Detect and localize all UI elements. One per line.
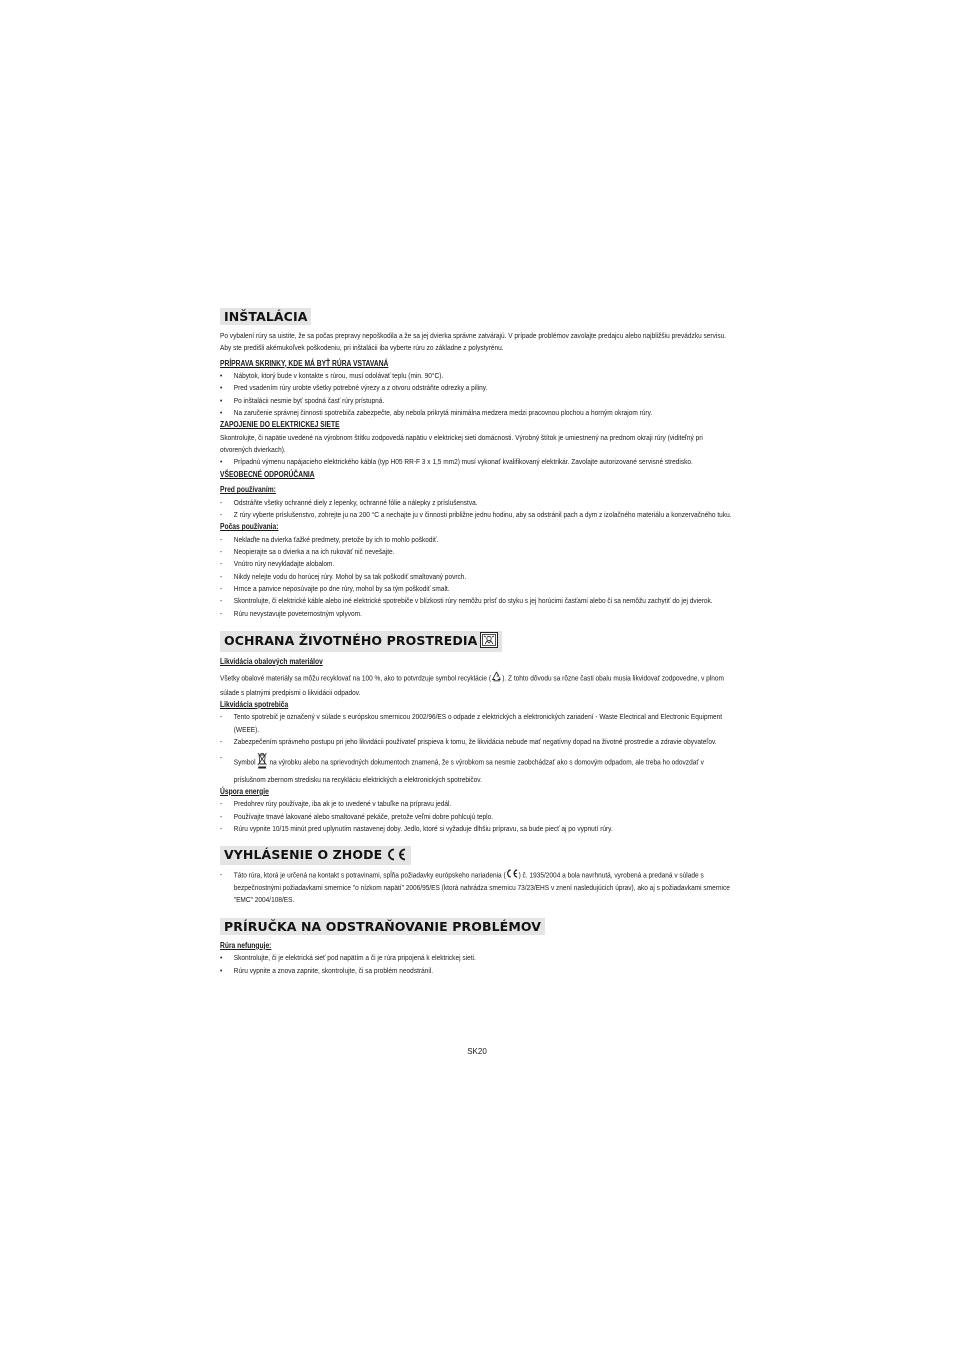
list-item: • Nábytok, ktorý bude v kontakte s rúrou, musí odolávať teplu (min. 90°C). (220, 371, 444, 381)
cabinet-heading: PRÍPRAVA SKRINKY, KDE MÁ BYŤ RÚRA VSTAVANÁ (220, 358, 389, 368)
list-item: - Vnútro rúry nevykladajte alobalom. (220, 559, 335, 569)
declaration-list (220, 869, 735, 907)
section-title-environment (220, 631, 502, 652)
before-use-list (220, 497, 735, 522)
list-item: - Rúru vypnite 10/15 minút pred uplynutím nastavenej doby. Jedlo, ktoré si vyžaduje dlhšiu prípravu, sa bude piecť aj po vypnutí rúry. (220, 824, 613, 834)
troubleshooting-body (220, 940, 735, 977)
section-title-installation: INŠTALÁCIA (220, 308, 311, 325)
manual-page-content (220, 306, 736, 977)
environment-icon (480, 632, 498, 651)
list-item: • Rúru vypnite a znova zapnite, skontrolujte, či sa problém neodstránil. (220, 965, 434, 975)
list-item: - Zabezpečením správneho postupu pri jeho likvidácii používateľ prispieva k tomu, že likvidácia nebude mať negatívny dopad na životné prostredie a zdravie obyvateľov. (220, 737, 717, 747)
list-item: - Tento spotrebič je označený v súlade s európskou smernicou 2002/96/ES o odpade z elektrických a elektronických zariadení - Waste Electrical and Electronic Equipment (WEEE). (220, 712, 723, 734)
before-use-heading: Pred používaním: (220, 485, 276, 495)
environment-title-text: OCHRANA ŽIVOTNÉHO PROSTREDIA (224, 632, 478, 648)
list-item: - Neopierajte sa o dvierka a na ich rukoväť nič nevešajte. (220, 547, 395, 557)
list-item: • Skontrolujte, či je elektrická sieť pod napätím a či je rúra pripojená k elektrickej sieti. (220, 953, 476, 963)
electric-text: Skontrolujte, či napätie uvedené na výrobnom štítku zodpovedá napätiu v elektrickej sieti domácnosti. Výrobný štítok je umiestnený na prednom okraji rúry (viditeľný pri otvorených dvierkach). (220, 432, 703, 455)
declaration-title-text: VYHLÁSENIE O ZHODE (224, 847, 383, 863)
page-number: SK20 (467, 1047, 487, 1056)
cabinet-list (220, 370, 735, 419)
electric-list (220, 456, 735, 468)
packaging-text: Všetky obalové materiály sa môžu recyklovať na 100 %, ako to potvrdzuje symbol recyklácie ( ). Z tohto dôvodu sa rôzne časti obalu musia likvidovať zodpovedne, v plnom súlade s platnými predpismi o likvidácii odpadov. (220, 671, 735, 699)
ce-mark-icon (385, 848, 407, 864)
during-use-heading: Počas používania: (220, 522, 279, 532)
section-title-declaration (220, 846, 411, 865)
crossed-bin-icon (257, 752, 267, 773)
section-title-troubleshooting: PRÍRUČKA NA ODSTRAŇOVANIE PROBLÉMOV (220, 918, 545, 935)
electric-heading: ZAPOJENIE DO ELEKTRICKEJ SIETE (220, 420, 340, 430)
list-item: • Po inštalácii nesmie byť spodná časť rúry prístupná. (220, 395, 385, 405)
list-item: - Predohrev rúry používajte, iba ak je to uvedené v tabuľke na prípravu jedál. (220, 799, 452, 809)
ce-mark-inline-icon (506, 869, 519, 882)
appliance-disposal-list (220, 711, 735, 785)
list-item: - Neklaďte na dvierka ťažké predmety, pretože by ich to mohlo poškodiť. (220, 534, 439, 544)
list-item: - Symbol na výrobku alebo na sprievodných dokumentoch znamená, že s výrobkom sa nesmie zaobchádzať ako s domovým odpadom, ale treba ho odovzdať v príslušnom zbernom stredisku na recykláciu elektrických a elektronických spotrebičov. (220, 753, 704, 784)
list-item: • Na zaručenie správnej činnosti spotrebiča zabezpečte, aby nebola prikrytá minimálna medzera medzi pracovnou plochou a horným okrajom rúry. (220, 407, 653, 417)
environment-body (220, 656, 735, 835)
list-item: - Nikdy nelejte vodu do horúcej rúry. Mohol by sa tak poškodiť smaltovaný povrch. (220, 571, 467, 581)
list-item: - Používajte tmavé lakované alebo smaltované pekáče, pretože veľmi dobre pohlcujú teplo. (220, 811, 494, 821)
list-item: - Rúru nevystavujte poveternostným vplyvom. (220, 608, 362, 618)
declaration-body (220, 869, 735, 907)
general-heading: VŠEOBECNÉ ODPORÚČANIA (220, 469, 315, 479)
installation-body (220, 330, 735, 620)
troubleshooting-list (220, 952, 735, 977)
packaging-heading: Likvidácia obalových materiálov (220, 656, 323, 666)
during-use-list (220, 534, 735, 620)
oven-not-working-heading: Rúra nefunguje: (220, 940, 272, 950)
list-item: - Skontrolujte, či elektrické káble alebo iné elektrické spotrebiče v blízkosti rúry nemôžu prísť do styku s jej horúcimi časťami alebo či sa nemôžu zachytiť do jej dvierok. (220, 596, 713, 606)
list-item: - Hrnce a panvice neposúvajte po dne rúry, mohol by sa tým poškodiť smalt. (220, 583, 450, 593)
appliance-disposal-heading: Likvidácia spotrebiča (220, 699, 289, 709)
installation-intro: Po vybalení rúry sa uistite, že sa počas prepravy nepoškodila a že sa jej dvierka správne zatvárajú. V prípade problémov zavolajte predajcu alebo najbližšiu prevádzku servisu. Aby ste predišli akémukoľvek poškodeniu, pri inštalácii iba vyberte rúru zo základne z polystyrénu. (220, 331, 727, 353)
list-item: - Odstráňte všetky ochranné diely z lepenky, ochranné fólie a nálepky z príslušenstva. (220, 497, 478, 507)
list-item: • Prípadnú výmenu napájacieho elektrického kábla (typ H05 RR-F 3 x 1,5 mm2) musí vykonať kvalifikovaný elektrikár. Zavolajte autorizované servisné stredisko. (220, 457, 693, 467)
recycle-icon (491, 671, 502, 686)
energy-saving-heading: Úspora energie (220, 786, 269, 796)
energy-saving-list (220, 798, 735, 835)
list-item: • Pred vsadením rúry urobte všetky potrebné výrezy a z otvoru odstráňte odrezky a piliny. (220, 383, 488, 393)
list-item: - Z rúry vyberte príslušenstvo, zohrejte ju na 200 °C a nechajte ju v činnosti približne jednu hodinu, aby sa odstránil pach a dym z izolačného materiálu a konzervačného tuku. (220, 509, 732, 519)
list-item: - Táto rúra, ktorá je určená na kontakt s potravinami, spĺňa požiadavky európskeho nariadenia ( ) č. 1935/2004 a bola navrhnutá, vyrobená a predaná v súlade s bezpečnostnými požiadavkami smernice "o nízkom napätí" 2006/95/ES (ktorá nahrádza smernicu 73/23/EHS v znení nasledujúcich úprav), ako aj s požiadavkami smernice "EMC" 2004/108/ES. (220, 869, 730, 905)
